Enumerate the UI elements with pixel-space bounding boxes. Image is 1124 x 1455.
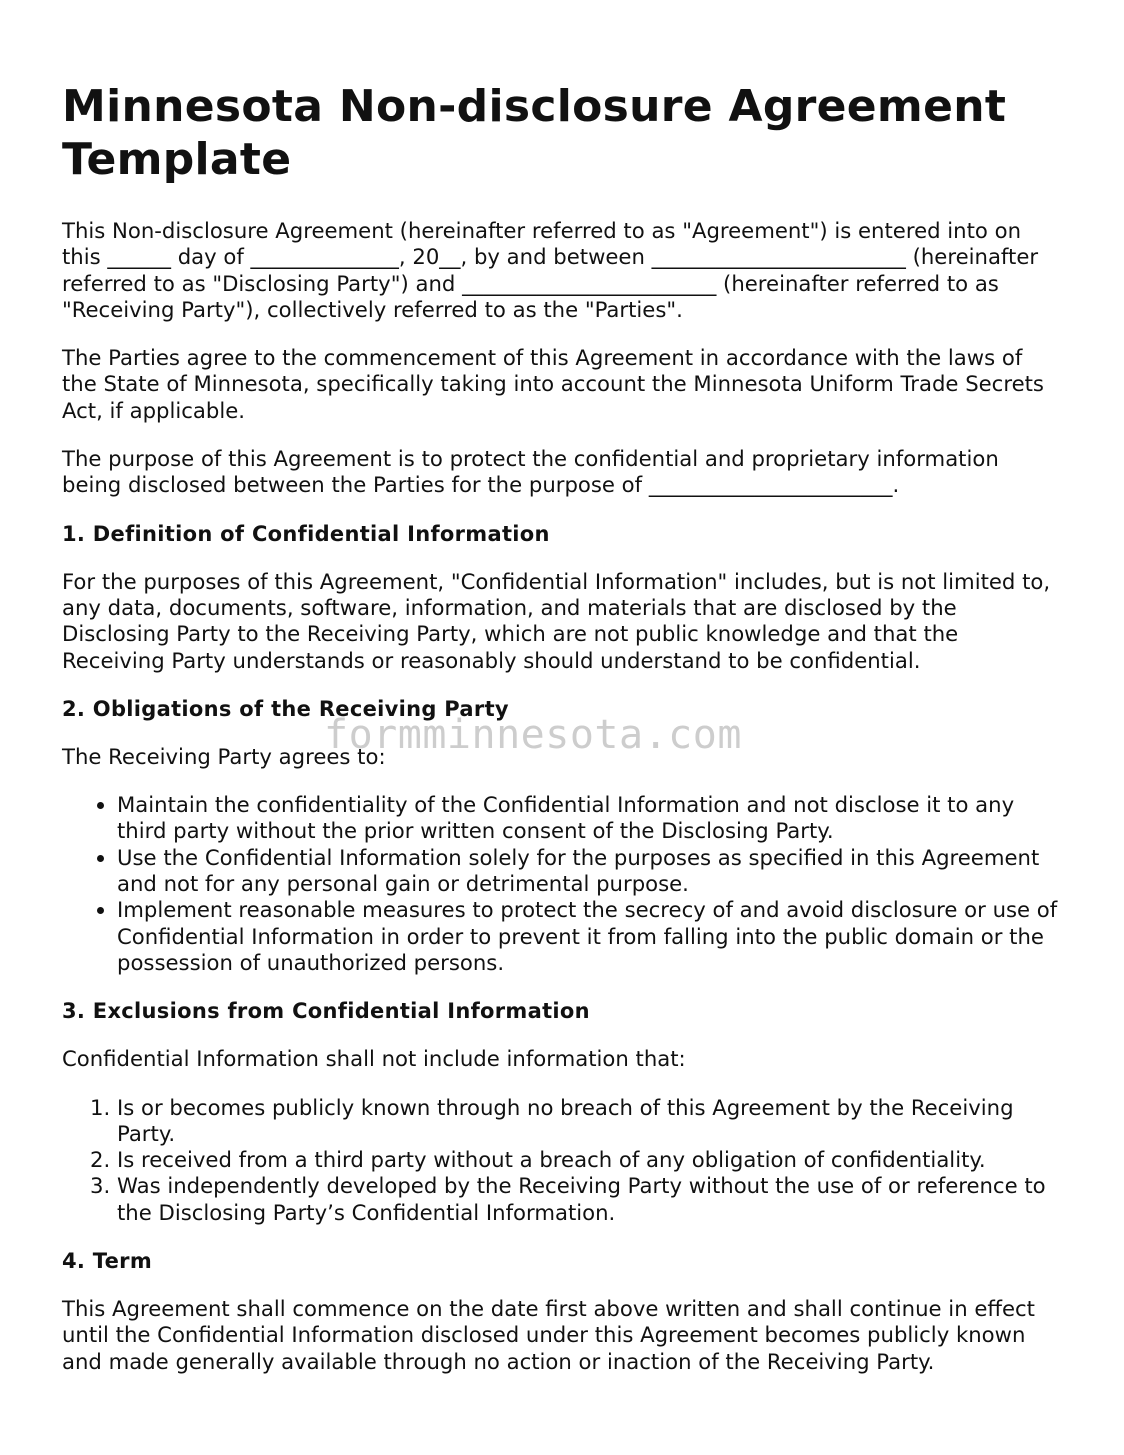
section-body-obligations: The Receiving Party agrees to: xyxy=(62,743,386,769)
section-body-exclusions: Confidential Information shall not include information that: xyxy=(62,1046,686,1072)
obligations-list xyxy=(62,792,1062,976)
list-item: • Use the Confidential Information solely for the purposes as specified in this Agreement and not for any personal gain or detrimental purpose. xyxy=(117,845,1062,898)
section-body-definition: For the purposes of this Agreement, "Confidential Information" includes, but is not limited to, any data, documents, software, information, and materials that are disclosed by the Disclosing Party to the Receiving Party, which are not public knowledge and that the Receiving Party understands or reasonably should understand to be confidential. xyxy=(62,568,1051,673)
list-item: 2. Is received from a third party without a breach of any obligation of confidentiality. xyxy=(117,1147,1062,1173)
section-heading-obligations: 2. Obligations of the Receiving Party xyxy=(62,696,509,721)
intro-paragraph: This Non-disclosure Agreement (hereinafter referred to as "Agreement") is entered into on this ______ day of ______________, 20__, by and between ________________________ (hereinafter referred to as "Disclosing Party") and ________________________ (hereinafter referred to as "Receiving Party"), collectively referred to as the "Parties". xyxy=(62,218,1039,322)
watermark: formminnesota.com xyxy=(324,712,742,758)
section-heading-definition: 1. Definition of Confidential Information xyxy=(62,521,550,546)
document-title: Minnesota Non-disclosure Agreement Template xyxy=(62,81,1007,185)
list-item: • Implement reasonable measures to protect the secrecy of and avoid disclosure or use of Confidential Information in order to prevent it from falling into the public domain or the possession of unauthorized persons. xyxy=(117,897,1062,976)
intro-paragraph: The purpose of this Agreement is to protect the confidential and proprietary information being disclosed between the Parties for the purpose of _______________________. xyxy=(62,446,999,498)
list-item: 3. Was independently developed by the Receiving Party without the use of or reference to the Disclosing Party’s Confidential Information. xyxy=(117,1173,1062,1226)
list-item: • Maintain the confidentiality of the Confidential Information and not disclose it to any third party without the prior written consent of the Disclosing Party. xyxy=(117,792,1062,845)
list-item: 1. Is or becomes publicly known through no breach of this Agreement by the Receiving Party. xyxy=(117,1095,1062,1148)
section-body-term: This Agreement shall commence on the date first above written and shall continue in effect until the Confidential Information disclosed under this Agreement becomes publicly known and made generally available through no action or inaction of the Receiving Party. xyxy=(62,1296,1035,1374)
document-page xyxy=(62,80,1062,1397)
section-heading-term: 4. Term xyxy=(62,1249,153,1274)
intro-paragraph: The Parties agree to the commencement of this Agreement in accordance with the laws of the State of Minnesota, specifically taking into account the Minnesota Uniform Trade Secrets Act, if applicable. xyxy=(62,345,1044,423)
exclusions-list xyxy=(62,1095,1062,1226)
section-heading-exclusions: 3. Exclusions from Confidential Information xyxy=(62,999,590,1024)
